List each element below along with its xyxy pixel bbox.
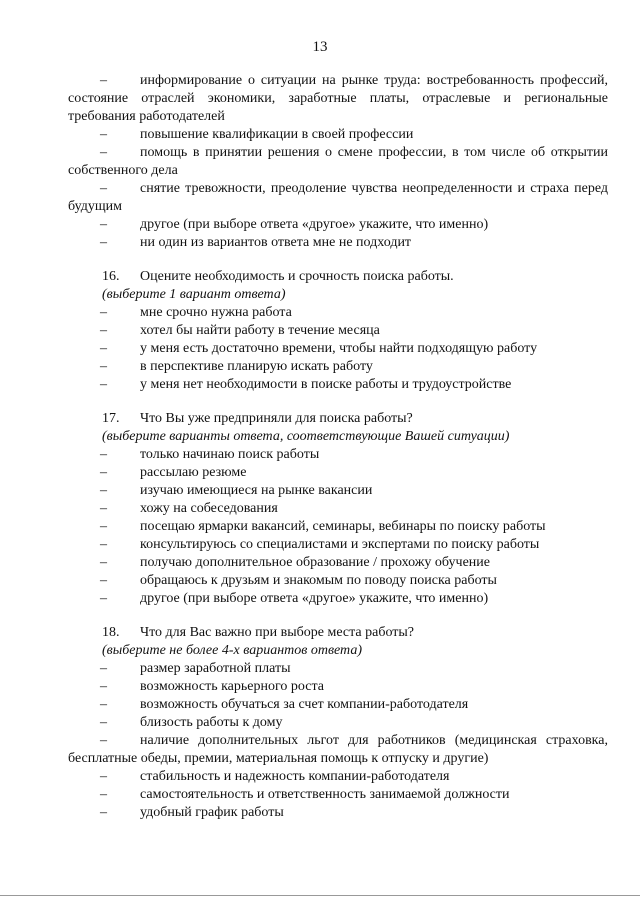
list-item: – возможность обучаться за счет компании-работодателя: [100, 697, 469, 712]
question-number: 17.: [102, 411, 120, 426]
list-item: – самостоятельность и ответственность занимаемой должности: [100, 787, 510, 802]
list-item: – возможность карьерного роста: [100, 679, 324, 694]
list-item: – рассылаю резюме: [100, 465, 247, 480]
question-17: [68, 410, 608, 428]
list-item: – у меня нет необходимости в поиске работы и трудоустройстве: [100, 377, 512, 392]
page-number: 13: [312, 39, 328, 55]
scan-edge-line: [0, 895, 640, 896]
list-item: – изучаю имеющиеся на рынке вакансии: [100, 483, 373, 498]
list-item: – посещаю ярмарки вакансий, семинары, вебинары по поиску работы: [100, 519, 546, 534]
list-item: – стабильность и надежность компании-работодателя: [100, 769, 450, 784]
list-item: – другое (при выборе ответа «другое» укажите, что именно): [100, 591, 489, 606]
list-item: – у меня есть достаточно времени, чтобы найти подходящую работу: [100, 341, 538, 356]
list-item: – хожу на собеседования: [100, 501, 278, 516]
list-item: – размер заработной платы: [100, 661, 291, 676]
question-18: [68, 624, 608, 642]
list-item: – информирование о ситуации на рынке труда: востребованность профессий, состояние отраслей экономики, заработные платы, отраслевые и региональные требования работодателей: [68, 73, 608, 124]
list-item: – помощь в принятии решения о смене профессии, в том числе об открытии собственного дела: [68, 145, 608, 178]
list-item: – другое (при выборе ответа «другое» укажите, что именно): [100, 217, 489, 232]
list-item: – повышение квалификации в своей профессии: [100, 127, 414, 142]
list-item: – получаю дополнительное образование / прохожу обучение: [100, 555, 490, 570]
question-16: [68, 268, 608, 286]
list-item: – только начинаю поиск работы: [100, 447, 320, 462]
list-item: – мне срочно нужна работа: [100, 305, 292, 320]
question-hint: (выберите 1 вариант ответа): [102, 287, 286, 302]
list-item: – удобный график работы: [100, 805, 284, 820]
list-item: – в перспективе планирую искать работу: [100, 359, 373, 374]
list-item: – консультируюсь со специалистами и экспертами по поиску работы: [100, 537, 540, 552]
list-item: – ни один из вариантов ответа мне не подходит: [100, 235, 412, 250]
list-item: – близость работы к дому: [100, 715, 283, 730]
question-number: 18.: [102, 625, 120, 640]
list-item: – снятие тревожности, преодоление чувства неопределенности и страха перед будущим: [68, 181, 608, 214]
question-text: Что Вы уже предприняли для поиска работы?: [140, 411, 413, 426]
list-item: – обращаюсь к друзьям и знакомым по поводу поиска работы: [100, 573, 497, 588]
question-text: Что для Вас важно при выборе места работы?: [140, 625, 415, 640]
list-item: – наличие дополнительных льгот для работников (медицинская страховка, бесплатные обеды, премии, материальная помощь к отпуску и другие): [68, 733, 608, 766]
question-hint: (выберите не более 4-х вариантов ответа): [102, 643, 362, 658]
question-text: Оцените необходимость и срочность поиска работы.: [140, 269, 454, 284]
document-body: [68, 72, 608, 822]
question-hint: (выберите варианты ответа, соответствующие Вашей ситуации): [102, 429, 510, 444]
question-number: 16.: [102, 269, 120, 284]
list-item: – хотел бы найти работу в течение месяца: [100, 323, 380, 338]
